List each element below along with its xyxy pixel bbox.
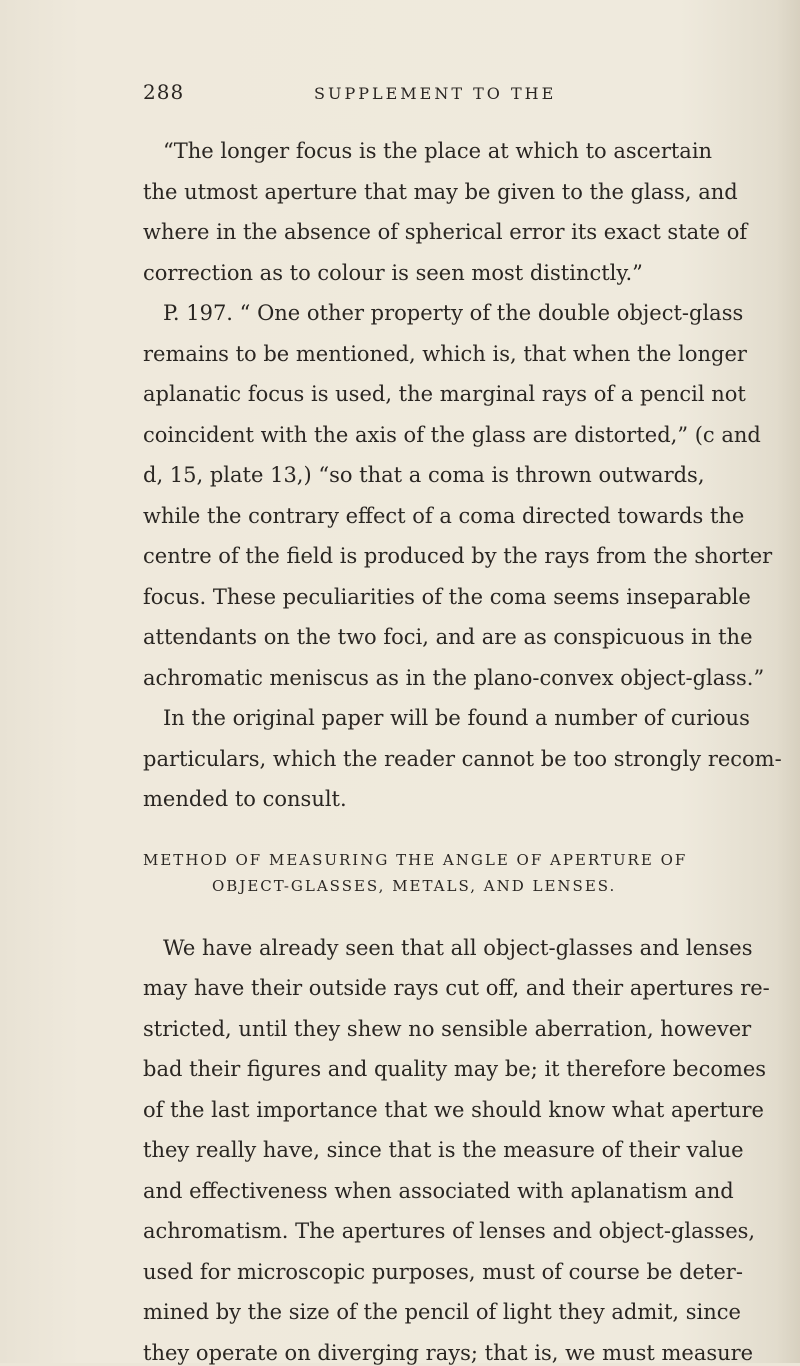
section-heading-line-1: METHOD OF MEASURING THE ANGLE OF APERTURE OF — [143, 850, 688, 869]
text-line: In the original paper will be found a number of curious — [163, 706, 750, 730]
text-line: particulars, which the reader cannot be too strongly recom- — [143, 746, 782, 771]
text-line: mined by the size of the pencil of light they admit, since — [143, 1300, 741, 1324]
text-line: stricted, until they shew no sensible aberration, however — [143, 1016, 752, 1041]
text-line: centre of the field is produced by the rays from the shorter — [143, 544, 773, 568]
text-line: attendants on the two foci, and are as conspicuous in the — [143, 625, 753, 649]
text-line: may have their outside rays cut off, and their apertures re- — [143, 976, 770, 1000]
text-line: where in the absence of spherical error its exact state of — [143, 220, 748, 244]
text-line: they operate on diverging rays; that is, we must measure — [143, 1340, 754, 1365]
text-line: the utmost aperture that may be given to the glass, and — [143, 179, 738, 204]
text-line: achromatic meniscus as in the plano-convex object-glass.” — [143, 665, 765, 690]
text-line: P. 197. “ One other property of the double object-glass — [163, 301, 744, 325]
text-line: mended to consult. — [143, 787, 347, 811]
text-line: and effectiveness when associated with aplanatism and — [143, 1178, 734, 1203]
text-line: remains to be mentioned, which is, that when the longer — [143, 341, 747, 366]
text-line: “The longer focus is the place at which to ascertain — [163, 139, 713, 163]
text-line: coincident with the axis of the glass are distorted,” (c and — [143, 422, 761, 447]
text-line: focus. These peculiarities of the coma seems inseparable — [143, 584, 751, 609]
page-number: 288 — [143, 80, 185, 104]
text-line: d, 15, plate 13,) “so that a coma is thrown outwards, — [143, 463, 705, 487]
text-line: they really have, since that is the measure of their value — [143, 1138, 744, 1162]
text-line: while the contrary effect of a coma directed towards the — [143, 503, 745, 528]
text-line: bad their figures and quality may be; it therefore becomes — [143, 1057, 767, 1081]
section-heading-line-2: OBJECT-GLASSES, METALS, AND LENSES. — [212, 876, 617, 895]
text-line: of the last importance that we should know what aperture — [143, 1097, 764, 1122]
text-line: used for microscopic purposes, must of course be deter- — [143, 1259, 743, 1284]
text-line: correction as to colour is seen most distinctly.” — [143, 260, 643, 285]
text-line: aplanatic focus is used, the marginal rays of a pencil not — [143, 382, 746, 406]
text-line: achromatism. The apertures of lenses and object-glasses, — [143, 1219, 756, 1243]
page-header — [143, 80, 663, 114]
running-head: SUPPLEMENT TO THE — [314, 84, 557, 103]
text-line: We have already seen that all object-glasses and lenses — [163, 935, 753, 960]
